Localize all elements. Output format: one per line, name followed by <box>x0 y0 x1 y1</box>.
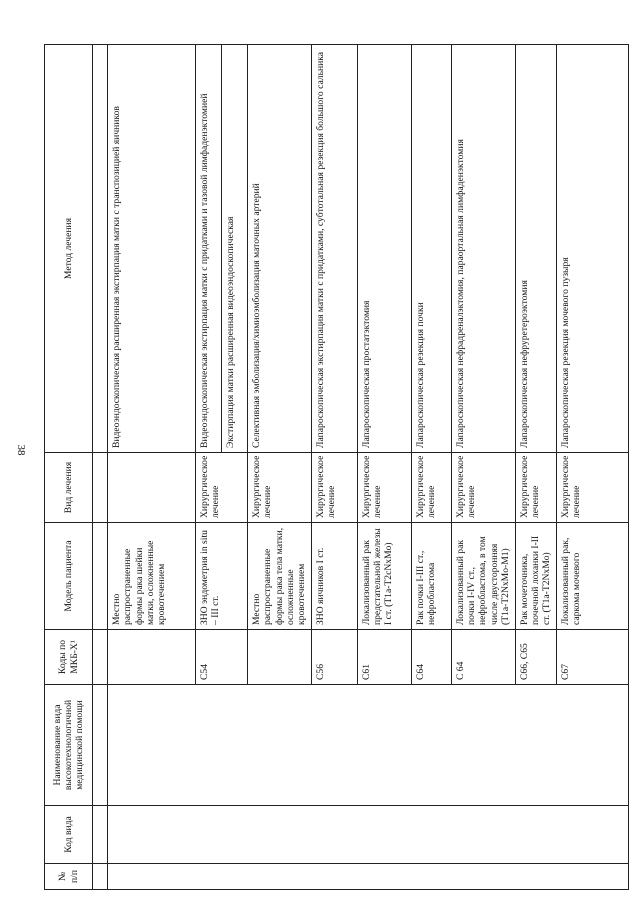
cell-model: ЗНО эндометрия in situ – III ст. <box>196 523 248 630</box>
cell-model: Рак почки I-III ст., нефробластома <box>411 523 451 630</box>
cell-mkb: C54 <box>196 630 248 685</box>
cell-method: Селективная эмболизация/химиоэмболизация маточных артерий <box>248 45 312 453</box>
table-blank-row <box>93 45 108 890</box>
header-method: Метод лечения <box>45 45 93 453</box>
cell-model: ЗНО яичников I ст. <box>311 523 357 630</box>
cell-type: Хирургическое лечение <box>248 453 312 523</box>
header-model: Модель пациента <box>45 523 93 630</box>
header-name: Наименование вида высокотехнологичной медицинской помощи <box>45 685 93 806</box>
cell-model: Локализованный рак, саркома мочевого <box>556 523 629 630</box>
cell-model: Рак мочеточника, почечной лоханки I-II ст. (T1a-T2NxMo) <box>515 523 556 630</box>
cell-type: Хирургическое лечение <box>357 453 411 523</box>
header-type: Вид лечения <box>45 453 93 523</box>
page-number: 38 <box>15 444 27 456</box>
cell-mkb: C67 <box>556 630 629 685</box>
cell-mkb: C56 <box>311 630 357 685</box>
cell-name-empty <box>108 685 629 806</box>
cell-type: Хирургическое лечение <box>556 453 629 523</box>
cell-model: Локализованный рак почки I-IV ст., нефробластома, в том числе двусторонняя (T1a-T2NxMo-M1) <box>451 523 515 630</box>
cell-type: Хирургическое лечение <box>451 453 515 523</box>
cell-type: Хирургическое лечение <box>515 453 556 523</box>
cell-type: Хирургическое лечение <box>311 453 357 523</box>
cell-mkb: C61 <box>357 630 411 685</box>
table-header-row <box>45 45 93 890</box>
cell-type: Хирургическое лечение <box>411 453 451 523</box>
cell-method: Лапароскопическая резекция мочевого пузыря <box>556 45 629 453</box>
header-num: № п/п <box>45 864 93 890</box>
cell-method: Лапароскопическая нефрадреналэктомия, параортальная лимфаденэктомия <box>451 45 515 453</box>
cell-method: Лапароскопическая экстирпация матки с придатками, субтотальная резекция большого сальника <box>311 45 357 453</box>
cell-num-empty <box>108 864 629 890</box>
cell-method: Видеоэндоскопическая расширенная экстирпация матки с транспозицией яичников <box>108 45 196 453</box>
cell-code-empty <box>108 806 629 864</box>
cell-mkb: C64 <box>411 630 451 685</box>
cell-method: Экстирпация матки расширенная видеоэндоскопическая <box>222 45 248 453</box>
treatment-table <box>44 44 629 890</box>
cell-method: Лапароскопическая резекция почки <box>411 45 451 453</box>
header-code: Код вида <box>45 806 93 864</box>
document-page <box>44 44 629 890</box>
table-row <box>108 45 196 890</box>
cell-method: Видеоэндоскопическая экстирпация матки с придатками и тазовой лимфаденэктомией <box>196 45 222 453</box>
cell-method: Лапароскопическая нефруретероэктомия <box>515 45 556 453</box>
cell-model: Локализованный рак предстательной железы I ст. (T1a-T2cNxMo) <box>357 523 411 630</box>
cell-model: Местно распространенные формы рака тела матки, осложненные кровотечением <box>248 523 312 630</box>
cell-type: Хирургическое лечение <box>196 453 248 523</box>
cell-mkb: C 64 <box>451 630 515 685</box>
cell-mkb <box>248 630 312 685</box>
cell-method: Лапароскопическая простатэктомия <box>357 45 411 453</box>
cell-type <box>108 453 196 523</box>
cell-mkb: C66, C65 <box>515 630 556 685</box>
cell-mkb <box>108 630 196 685</box>
header-mkb: Коды по МКБ-X¹ <box>45 630 93 685</box>
cell-model: Местно распространенные формы рака шейки матки, осложненные кровотечением <box>108 523 196 630</box>
